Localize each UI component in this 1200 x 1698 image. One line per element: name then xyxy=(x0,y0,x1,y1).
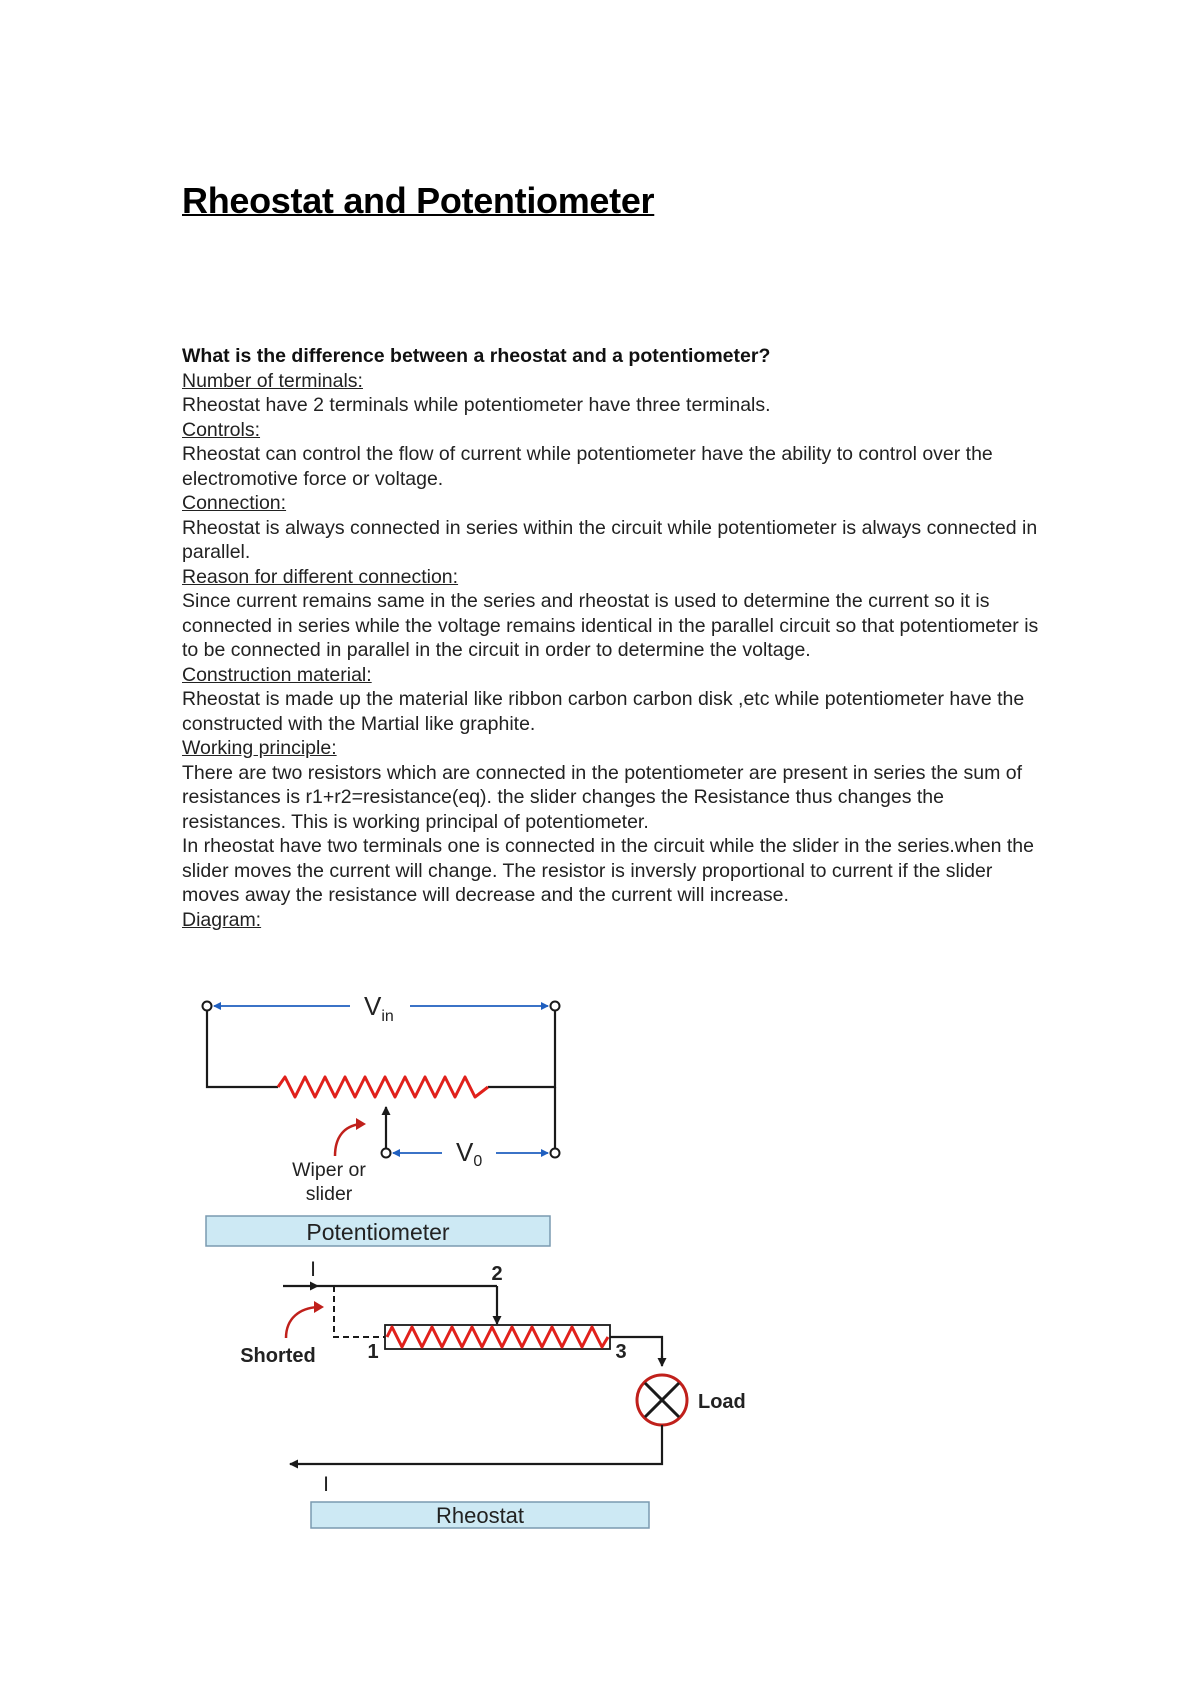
potentiometer-diagram xyxy=(203,991,560,1246)
section-text-terminals: Rheostat have 2 terminals while potentiometer have three terminals. xyxy=(182,394,771,416)
terminal-2-label: 2 xyxy=(491,1263,503,1285)
terminal-vin-left xyxy=(203,1002,212,1011)
section-heading-terminals: Number of terminals: xyxy=(182,369,363,392)
current-out-label: I xyxy=(323,1473,329,1496)
rheostat-diagram xyxy=(240,1258,746,1528)
rheostat-caption: Rheostat xyxy=(435,1503,525,1528)
wire-left xyxy=(207,1011,278,1087)
page-title: Rheostat and Potentiometer xyxy=(182,180,655,221)
return-wire xyxy=(290,1425,662,1464)
section-heading-diagram: Diagram: xyxy=(182,908,262,931)
wiper-pointer-head xyxy=(356,1118,366,1130)
section-heading-reason: Reason for different connection: xyxy=(182,565,459,588)
shorted-pointer-head xyxy=(314,1301,324,1313)
section-heading-connection: Connection: xyxy=(182,492,287,514)
section-text-controls: Rheostat can control the flow of current while potentiometer have the ability to control over the electromotive force or voltage. xyxy=(182,443,993,490)
terminal-vin-right xyxy=(551,1002,560,1011)
section-heading-working: Working principle: xyxy=(182,737,337,759)
section-text-connection: Rheostat is always connected in series within the circuit while potentiometer is always connected in parallel. xyxy=(182,516,1038,563)
section-text-reason: Since current remains same in the series and rheostat is used to determine the current so it is connected in series while the voltage remains identical in the parallel circuit so that potentiometer is to be connected in parallel in the circuit in order to determine the voltage. xyxy=(182,590,1039,661)
question-heading: What is the difference between a rheostat and a potentiometer? xyxy=(182,345,771,367)
potentiometer-caption: Potentiometer xyxy=(306,1219,450,1245)
section-text-working-2: In rheostat have two terminals one is connected in the circuit while the slider in the series.when the slider moves the current will change. The resistor is inversly proportional to current if the slider moves away the resistance will decrease and the current will increase. xyxy=(182,835,1034,906)
section-text-material: Rheostat is made up the material like ribbon carbon carbon disk ,etc while potentiometer have the constructed with the Martial like graphite. xyxy=(182,688,1025,735)
terminal-vo-right xyxy=(551,1149,560,1158)
section-heading-material: Construction material: xyxy=(182,663,372,686)
shorted-path xyxy=(334,1286,385,1337)
section-text-working-1: There are two resistors which are connected in the potentiometer are present in series the sum of resistances is r1+r2=resistance(eq). the slider changes the Resistance thus changes the resistances. This is working principal of potentiometer. xyxy=(182,761,1023,833)
shorted-label: Shorted xyxy=(240,1345,316,1367)
shorted-pointer-curve xyxy=(286,1307,318,1338)
vo-label: V0 xyxy=(456,1137,483,1170)
potentiometer-resistor xyxy=(278,1077,488,1097)
terminal-3-label: 3 xyxy=(615,1341,627,1363)
vin-label: $V_{in}$ xyxy=(364,991,394,1025)
wiper-label-line1: Wiper or xyxy=(292,1159,366,1181)
wire-right-top xyxy=(488,1011,555,1087)
terminal-wiper xyxy=(382,1149,391,1158)
section-heading-controls: Controls: xyxy=(182,418,261,441)
terminal-1-label: 1 xyxy=(367,1341,379,1363)
wiper-label-line2: slider xyxy=(305,1183,353,1205)
load-label: Load xyxy=(698,1391,746,1413)
current-in-label: I xyxy=(310,1258,316,1281)
